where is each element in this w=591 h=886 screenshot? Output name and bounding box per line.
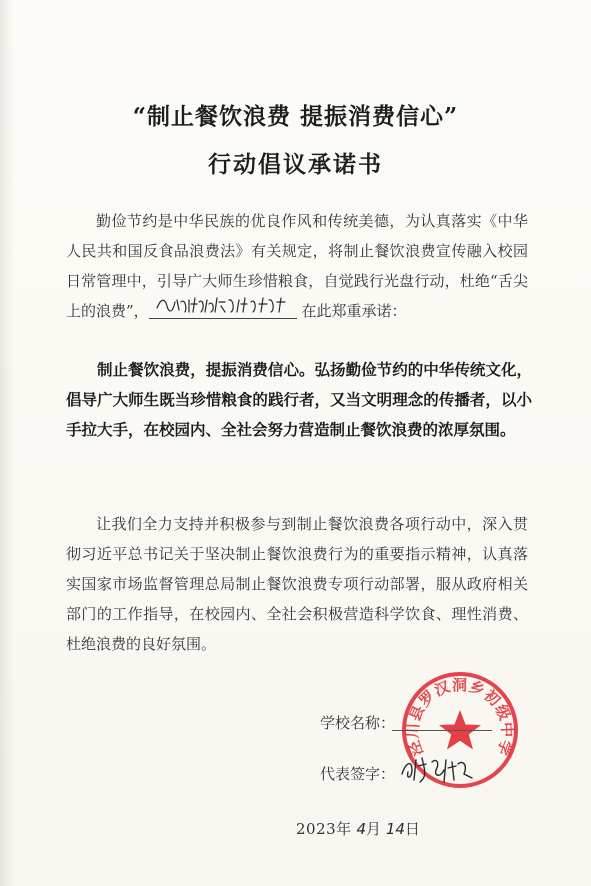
paragraph-intro-tail: 在此郑重承诺： — [301, 302, 407, 320]
paragraph-intro-text: 勤俭节约是中华民族的优良作风和传统美德，为认真落实《中华人民共和国反食品浪费法》有关规定，将制止餐饮浪费宣传融入校园日常管理中，引导广大师生珍惜粮食，自觉践行光盘行动，杜绝“舌尖上的浪费”， — [66, 212, 528, 320]
paragraph-call: 让我们全力支持并积极参与到制止餐饮浪费各项行动中，深入贯彻习近平总书记关于坚决制止餐饮浪费行为的重要指示精神，认真落实国家市场监督管理总局制止餐饮浪费专项行动部署，服从政府相关部门的工作指导，在校园内、全社会积极营造科学饮食、理性消费、杜绝浪费的良好氛围。 — [66, 515, 528, 653]
representative-label: 代表签字： — [320, 765, 396, 783]
school-name-fill — [149, 300, 150, 301]
school-name-label: 学校名称： — [320, 714, 396, 732]
representative-signature — [398, 752, 478, 790]
page-edge-shadow — [0, 0, 14, 886]
signature-graphic — [398, 752, 478, 786]
school-name-blank — [149, 300, 297, 319]
school-name-line — [392, 730, 492, 731]
date-day: 14 — [385, 820, 405, 838]
date-year: 2023年 — [296, 820, 352, 838]
paragraph-intro — [66, 206, 528, 326]
seal-text: 泾川县罗汉洞乡初级中学 — [403, 676, 517, 759]
date-day-unit: 日 — [404, 820, 420, 838]
date-month: 4 — [356, 820, 367, 838]
date-month-unit: 月 — [366, 820, 382, 838]
document-date — [296, 818, 420, 839]
document-subtitle: 行动倡议承诺书 — [208, 151, 383, 178]
paragraph-pledge: 制止餐饮浪费，提振消费信心。弘扬勤俭节约的中华传统文化，倡导广大师生既当珍惜粮食的践行者，又当文明理念的传播者，以小手拉大手，在校园内、全社会努力营造制止餐饮浪费的浓厚氛围。 — [66, 361, 532, 439]
handwritten-school-name — [155, 294, 295, 316]
document-title: “制止餐饮浪费 提振消费信心” — [132, 103, 459, 130]
